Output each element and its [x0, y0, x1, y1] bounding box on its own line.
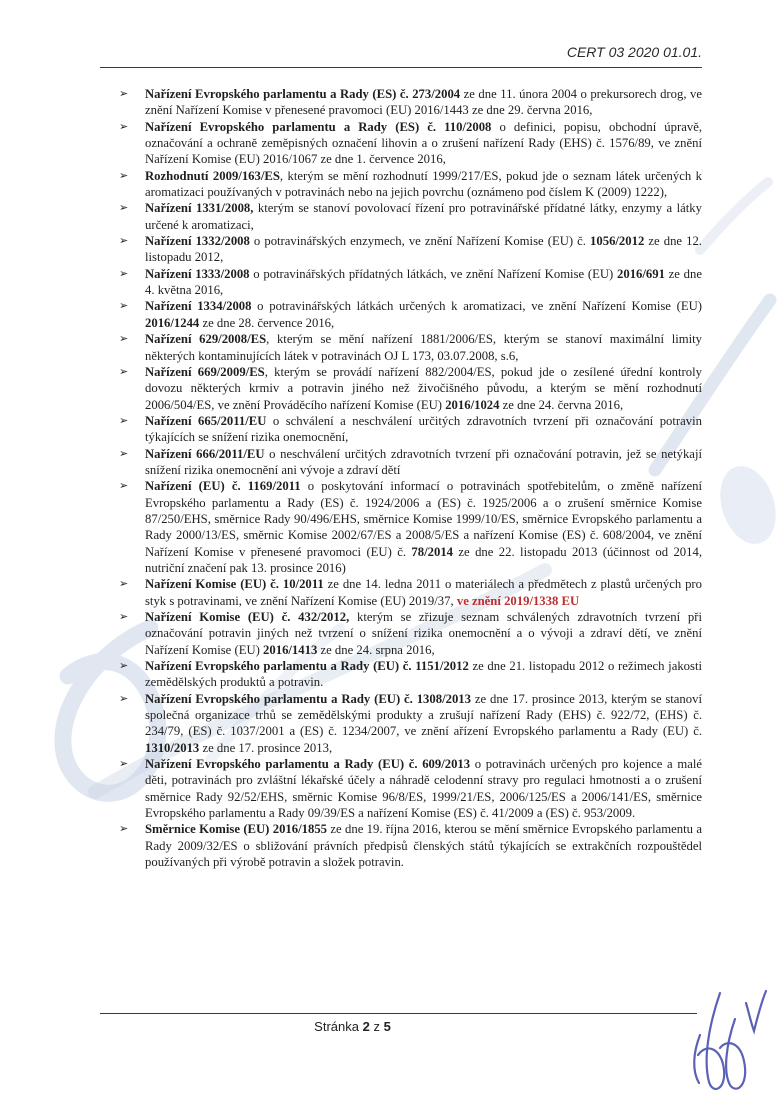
- list-item-text: Nařízení 1333/2008 o potravinářských přídatných látkách, ve znění Nařízení Komise (EU) 2016/691 ze dne 4. května 2016,: [145, 266, 702, 298]
- list-item: [119, 446, 702, 479]
- regulation-list: [119, 86, 702, 871]
- list-item-text: Nařízení 1332/2008 o potravinářských enzymech, ve znění Nařízení Komise (EU) č. 1056/2012 ze dne 12. listopadu 2012,: [145, 234, 702, 265]
- arrow-bullet-icon: ➢: [119, 364, 129, 378]
- arrow-bullet-icon: ➢: [119, 87, 129, 100]
- list-item: [119, 86, 702, 119]
- arrow-bullet-icon: ➢: [119, 659, 129, 673]
- arrow-bullet-icon: ➢: [119, 413, 129, 427]
- list-item: [119, 756, 702, 821]
- list-item-text: Nařízení Komise (EU) č. 432/2012, kterým se zřizuje seznam schválených zdravotních tvrzení při označování potravin jiných než tvrzení o snížení rizika onemocnění a o vývoji a zdraví dětí, ve znění Nařízení Komise (EU) 2016/1413 ze dne 24. srpna 2016,: [145, 610, 702, 657]
- list-item: [119, 168, 702, 201]
- page-total: 5: [383, 1019, 391, 1034]
- list-item-text: Nařízení Evropského parlamentu a Rady (EU) č. 1308/2013 ze dne 17. prosince 2013, kterým se stanoví společná organizace trhů se zemědělskými produkty a zrušují nařízení Rady (EHS) č. 922/72, (EHS) č. 234/79, (ES) č. 1037/2001 a (ES) č. 1234/2007, ve znění ařízení Evropského parlamentu a Rady (EU) č. 1310/2013 ze dne 17. prosince 2013,: [145, 691, 702, 755]
- page-number: [54, 1019, 651, 1034]
- arrow-bullet-icon: ➢: [119, 479, 129, 493]
- list-item-text: Nařízení 665/2011/EU o schválení a neschválení určitých zdravotních tvrzení při označování potravin týkajících se snížení rizika onemocnění,: [145, 413, 702, 445]
- list-item: [119, 200, 702, 233]
- list-item-text: Nařízení 1334/2008 o potravinářských látkách určených k aromatizaci, ve znění Nařízení Komise (EU) 2016/1244 ze dne 28. července 2016,: [145, 299, 702, 330]
- list-item: [119, 691, 702, 756]
- list-item-text: Nařízení 669/2009/ES, kterým se provádí nařízení 882/2004/ES, pokud jde o zesílené úřední kontroly dovozu některých krmiv a potravin jiného než živočišného původu, a kterým se mění rozhodnutí 2006/504/ES, ve znění Prováděcího nařízení Komise (EU) 2016/1024 ze dne 24. června 2016,: [145, 364, 702, 412]
- footer-divider: [100, 1013, 697, 1014]
- list-item-text: Nařízení Evropského parlamentu a Rady (ES) č. 273/2004 ze dne 11. února 2004 o prekursorech drog, ve znění Nařízení Komise v přenesené pravomoci (EU) 2016/1443 ze dne 29. června 2016,: [145, 87, 702, 118]
- list-item: [119, 119, 702, 168]
- list-item: [119, 298, 702, 331]
- list-item-text: Nařízení 629/2008/ES, kterým se mění nařízení 1881/2006/ES, kterým se stanoví maximální limity některých kontaminujících látek v potravinách OJ L 173, 03.07.2008, s.6,: [145, 332, 703, 363]
- page-number-label: Stránka: [314, 1019, 359, 1034]
- list-item-text: Rozhodnutí 2009/163/ES, kterým se mění rozhodnutí 1999/217/ES, pokud jde o seznam látek určených k aromatizaci používaných v potravinách nebo na jejich povrchu (oznámeno pod číslem K (2009) 1222),: [145, 168, 702, 200]
- list-item: [119, 658, 702, 691]
- list-item: [119, 364, 702, 413]
- list-item: [119, 266, 702, 299]
- list-item-text: Nařízení Evropského parlamentu a Rady (EU) č. 1151/2012 ze dne 21. listopadu 2012 o režimech jakosti zemědělských produktů a potravin.: [145, 659, 703, 690]
- handwritten-signature-icon: [680, 983, 777, 1100]
- arrow-bullet-icon: ➢: [119, 299, 129, 313]
- list-item-text: Nařízení (EU) č. 1169/2011 o poskytování informací o potravinách spotřebitelům, o změně nařízení Evropského parlamentu a Rady (ES) č. 1924/2006 a (ES) č. 1925/2006 a o zrušení směrnice Komise 87/250/EHS, směrnice Rady 90/496/EHS, směrnice Komise 1999/10/ES, směrnice Evropského parlamentu a Rady 2000/13/ES, směrnic Komise 2002/67/ES a 2008/5/ES a nařízení Komise (ES) č. 608/2004, ve znění Nařízení Komise v přenesené pravomoci (EU) č. 78/2014 ze dne 22. listopadu 2013 (účinnost od 2014, nutriční značení pak 13. prosince 2016): [145, 479, 702, 575]
- arrow-bullet-icon: ➢: [119, 822, 129, 836]
- list-item-text: Nařízení Komise (EU) č. 10/2011 ze dne 14. ledna 2011 o materiálech a předmětech z plastů určených pro styk s potravinami, ve znění Nařízení Komise (EU) 2019/37, ve znění 2019/1338 EU: [145, 577, 702, 608]
- document-header: [100, 44, 702, 68]
- arrow-bullet-icon: ➢: [119, 757, 129, 771]
- arrow-bullet-icon: ➢: [119, 446, 129, 460]
- list-item-text: Nařízení 1331/2008, kterým se stanoví povolovací řízení pro potravinářské přídatné látky, enzymy a látky určené k aromatizaci,: [145, 201, 702, 232]
- list-item: [119, 233, 702, 266]
- arrow-bullet-icon: ➢: [119, 266, 129, 280]
- arrow-bullet-icon: ➢: [119, 119, 129, 133]
- list-item: [119, 609, 702, 658]
- page-footer: [100, 1013, 697, 1034]
- arrow-bullet-icon: ➢: [119, 234, 129, 248]
- arrow-bullet-icon: ➢: [119, 332, 129, 346]
- list-item: [119, 331, 702, 364]
- arrow-bullet-icon: ➢: [119, 168, 129, 182]
- arrow-bullet-icon: ➢: [119, 201, 129, 215]
- arrow-bullet-icon: ➢: [119, 577, 129, 591]
- page-separator: z: [373, 1019, 380, 1034]
- list-item: [119, 478, 702, 576]
- list-item: [119, 821, 702, 870]
- list-item: [119, 576, 702, 609]
- arrow-bullet-icon: ➢: [119, 610, 129, 623]
- list-item: [119, 413, 702, 446]
- list-item-text: Nařízení Evropského parlamentu a Rady (EU) č. 609/2013 o potravinách určených pro kojence a malé děti, potravinách pro zvláštní lékařské účely a náhradě celodenní stravy pro regulaci hmotnosti a o zrušení směrnice Rady 92/52/EHS, směrnic Komise 96/8/ES, 1999/21/ES, 2006/125/ES a 2006/141/ES, směrnice Evropského parlamentu a Rady 09/39/ES a nařízení Komise (ES) č. 41/2009 a (ES) č. 953/2009.: [145, 757, 702, 821]
- list-item-text: Nařízení 666/2011/EU o neschválení určitých zdravotních tvrzení při označování potravin, jež se netýkají snížení rizika onemocnění ani vývoje a zdraví dětí: [145, 446, 702, 477]
- arrow-bullet-icon: ➢: [119, 691, 129, 705]
- list-item-text: Směrnice Komise (EU) 2016/1855 ze dne 19. října 2016, kterou se mění směrnice Evropského parlamentu a Rady 2009/32/ES o sbližování právních předpisů členských států týkajících se extrakčních rozpouštědel používaných při výrobě potravin a složek potravin.: [145, 822, 702, 870]
- list-item-text: Nařízení Evropského parlamentu a Rady (ES) č. 110/2008 o definici, popisu, obchodní úpravě, označování a ochraně zeměpisných označení lihovin a o zrušení nařízení Rady (EHS) č. 1576/89, ve znění Nařízení Komise (EU) 2016/1067 ze dne 1. července 2016,: [145, 119, 702, 167]
- document-code: CERT 03 2020 01.01.: [566, 44, 702, 60]
- page-current: 2: [362, 1019, 370, 1034]
